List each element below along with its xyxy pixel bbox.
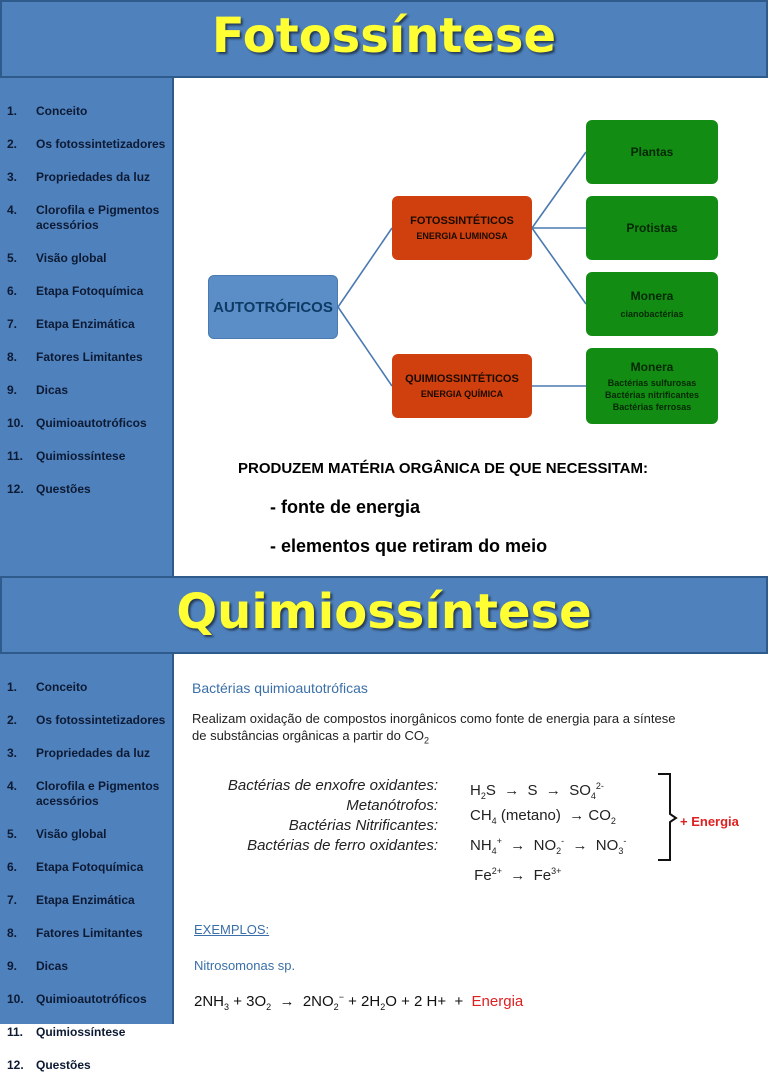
node-quimiossinteticos	[392, 354, 532, 418]
sidebar-nav	[0, 654, 174, 1072]
node-sublabel: Bactérias ferrosas	[612, 401, 692, 412]
node-monera-bacterias	[586, 348, 718, 424]
nav-item-label: Dicas	[36, 383, 69, 397]
nav-item[interactable]	[0, 779, 172, 809]
reaction-methane: $CH_4$ $(metano) \to CO_2$	[470, 807, 616, 826]
nav-item[interactable]	[0, 284, 172, 299]
nav-item-number: 3.	[7, 746, 18, 760]
title-bar	[0, 576, 768, 654]
nav-item[interactable]	[0, 416, 172, 431]
node-protistas	[586, 196, 718, 260]
connector-line	[338, 307, 392, 386]
node-label: Monera	[630, 289, 674, 303]
nav-item-label: Conceito	[36, 104, 88, 118]
reaction-iron: $Fe^{2+} \to Fe^{3+}$	[470, 866, 562, 884]
main-content	[176, 78, 768, 576]
nav-item-number: 5.	[7, 251, 18, 265]
slide-title: Quimiossíntese	[176, 584, 592, 640]
node-sublabel: cianobactérias	[620, 309, 684, 319]
nav-item-number: 2.	[7, 713, 18, 727]
node-label: QUIMIOSSINTÉTICOS	[405, 373, 519, 385]
node-sublabel: ENERGIA LUMINOSA	[416, 231, 508, 241]
nav-item-label: Propriedades da luz	[36, 170, 151, 184]
nitrosomonas-label: Nitrosomonas sp.	[194, 958, 296, 973]
node-label: Monera	[630, 359, 674, 374]
nav-item-number: 5.	[7, 827, 18, 841]
node-autotroficos	[208, 275, 338, 339]
nav-item[interactable]	[0, 746, 172, 761]
organism-label: Metanótrofos:	[346, 797, 438, 814]
nav-list	[0, 654, 172, 1073]
produzem-heading: PRODUZEM MATÉRIA ORGÂNICA DE QUE NECESSITAM:	[238, 460, 649, 477]
sidebar-nav	[0, 78, 174, 576]
description-subscript: 2	[423, 735, 429, 746]
bullet-fonte-energia: - fonte de energia	[270, 497, 421, 517]
description-line: Realizam oxidação de compostos inorgânicos como fonte de energia para a síntese	[192, 711, 676, 726]
nav-item[interactable]	[0, 713, 172, 728]
node-plantas	[586, 120, 718, 184]
slide-quimiossintese	[0, 576, 768, 1072]
nav-item-label: Clorofila e Pigmentos acessórios	[36, 203, 160, 232]
connector-line	[532, 152, 586, 228]
nav-item-label: Quimioautotróficos	[36, 416, 147, 430]
main-content	[176, 654, 768, 1024]
nav-item-label: Fatores Limitantes	[36, 926, 143, 940]
nav-item[interactable]	[0, 992, 172, 1007]
nav-item[interactable]	[0, 449, 172, 464]
nav-item-label: Os fotossintetizadores	[36, 713, 166, 727]
node-label: AUTOTRÓFICOS	[213, 298, 333, 316]
nav-item-number: 9.	[7, 959, 18, 973]
nav-list	[0, 78, 172, 497]
nav-item-number: 8.	[7, 926, 18, 940]
organism-label: Bactérias de ferro oxidantes:	[247, 837, 438, 854]
nav-item-label: Quimiossíntese	[36, 1025, 126, 1039]
nav-item-number: 3.	[7, 170, 18, 184]
nav-item-number: 12.	[7, 1058, 24, 1072]
nav-item-label: Etapa Enzimática	[36, 893, 135, 907]
energia-label: + Energia	[680, 814, 739, 829]
exemplos-heading: EXEMPLOS:	[194, 922, 270, 937]
nav-item-label: Propriedades da luz	[36, 746, 151, 760]
node-fotossinteticos	[392, 196, 532, 260]
connector-line	[338, 228, 392, 307]
nav-item-label: Quimiossíntese	[36, 449, 126, 463]
section-heading: Bactérias quimioautotróficas	[192, 680, 368, 696]
nav-item-label: Questões	[36, 1058, 91, 1072]
nav-item[interactable]	[0, 1058, 172, 1073]
reaction-formulas	[470, 776, 626, 886]
node-sublabel: ENERGIA QUÍMICA	[420, 389, 504, 399]
nav-item-label: Fatores Limitantes	[36, 350, 143, 364]
nav-item-number: 2.	[7, 137, 18, 151]
nav-item-label: Conceito	[36, 680, 88, 694]
equation-energia: Energia	[471, 993, 524, 1010]
connector-line	[532, 228, 586, 304]
slide-title: Fotossíntese	[211, 8, 557, 64]
nav-item[interactable]	[0, 170, 172, 185]
bullet-elementos: - elementos que retiram do meio	[270, 536, 548, 556]
nav-item[interactable]	[0, 1025, 172, 1040]
nav-item-number: 8.	[7, 350, 18, 364]
nav-item[interactable]	[0, 926, 172, 941]
nav-item[interactable]	[0, 317, 172, 332]
node-sublabel: Bactérias sulfurosas	[607, 377, 697, 388]
nav-item[interactable]	[0, 680, 172, 695]
nav-item-number: 4.	[7, 203, 18, 217]
nav-item[interactable]	[0, 104, 172, 119]
nav-item-label: Dicas	[36, 959, 69, 973]
nav-item-number: 6.	[7, 860, 18, 874]
nav-item[interactable]	[0, 350, 172, 365]
node-sublabel: Bactérias nitrificantes	[604, 389, 700, 400]
nav-item-number: 1.	[7, 104, 18, 118]
nav-item-number: 10.	[7, 416, 24, 430]
nav-item-number: 11.	[7, 1025, 24, 1039]
nav-item-label: Quimioautotróficos	[36, 992, 147, 1006]
nav-item[interactable]	[0, 137, 172, 152]
nav-item-number: 7.	[7, 317, 18, 331]
organism-label: Bactérias Nitrificantes:	[288, 817, 438, 834]
node-label: Plantas	[630, 145, 674, 159]
organism-labels	[186, 776, 438, 856]
nav-item[interactable]	[0, 827, 172, 842]
nav-item-number: 9.	[7, 383, 18, 397]
nav-item[interactable]	[0, 251, 172, 266]
nav-item-number: 1.	[7, 680, 18, 694]
nav-item-number: 12.	[7, 482, 24, 496]
nav-item[interactable]	[0, 203, 172, 233]
nav-item-number: 10.	[7, 992, 24, 1006]
nav-item[interactable]	[0, 482, 172, 497]
nav-item-number: 11.	[7, 449, 24, 463]
node-monera-cianobacterias	[586, 272, 718, 336]
nav-item-label: Questões	[36, 482, 91, 496]
nav-item[interactable]	[0, 893, 172, 908]
nav-item-number: 4.	[7, 779, 18, 793]
nav-item-label: Etapa Fotoquímica	[36, 860, 144, 874]
nav-item[interactable]	[0, 860, 172, 875]
nav-item-label: Visão global	[36, 251, 107, 265]
nav-item[interactable]	[0, 959, 172, 974]
description	[192, 710, 762, 750]
node-label: FOTOSSINTÉTICOS	[410, 215, 514, 227]
nav-item-number: 6.	[7, 284, 18, 298]
nav-item-label: Os fotossintetizadores	[36, 137, 166, 151]
nav-item-label: Visão global	[36, 827, 107, 841]
title-bar	[0, 0, 768, 78]
nav-item-label: Etapa Enzimática	[36, 317, 135, 331]
description-line: de substâncias orgânicas a partir do CO	[192, 728, 424, 743]
reaction-nitrogen: $NH_4^+ \to NO_2^- \to NO_3^-$	[470, 836, 627, 856]
node-label: Protistas	[626, 221, 678, 235]
nav-item[interactable]	[0, 383, 172, 398]
nav-item-number: 7.	[7, 893, 18, 907]
nitrosomonas-equation: $2NH_3 + 3O_2 \to 2NO_2^- + 2H_2O + 2$ H+ + Energia	[194, 992, 524, 1012]
nav-item-label: Etapa Fotoquímica	[36, 284, 144, 298]
nav-item-label: Clorofila e Pigmentos acessórios	[36, 779, 160, 808]
organism-label: Bactérias de enxofre oxidantes:	[227, 777, 438, 794]
reaction-sulfur: $H_2S \to S \to SO_4^{2-}$	[470, 781, 604, 801]
